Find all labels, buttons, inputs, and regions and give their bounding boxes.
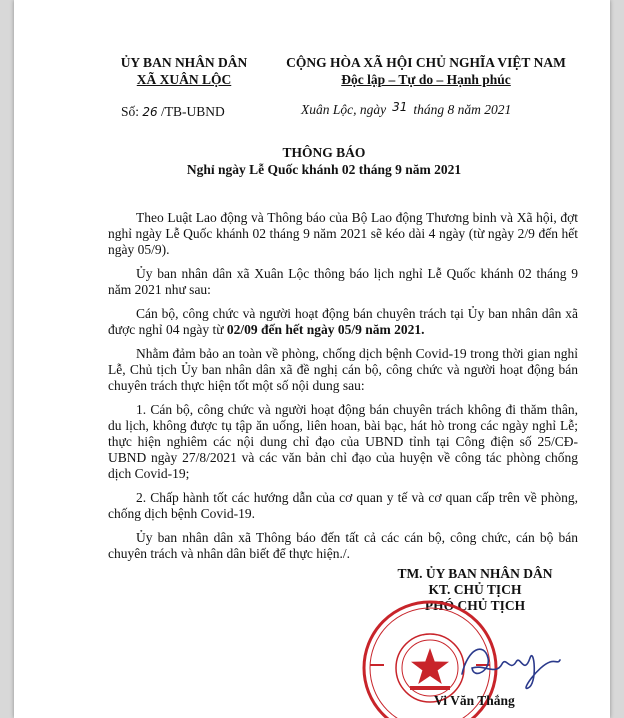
title-subject: Nghỉ ngày Lễ Quốc khánh 02 tháng 9 năm 2021 (186, 162, 462, 177)
document-date (301, 102, 511, 118)
title-type: THÔNG BÁO (282, 145, 366, 160)
document-title (114, 144, 534, 178)
leave-days-text: Cán bộ, công chức và người hoạt động bán chuyên trách tại Ủy ban nhân dân xã được nghỉ 04 ngày từ (108, 306, 578, 337)
signature-authority: TM. ỦY BAN NHÂN DÂN (397, 566, 553, 581)
paragraph-item-2: 2. Chấp hành tốt các hướng dẫn của cơ quan y tế và cơ quan cấp trên về phòng, chống dịch bệnh Covid-19. (108, 490, 578, 521)
paragraph-leave-days (108, 306, 578, 338)
doc-number-value: 26 (142, 105, 158, 119)
handwritten-signature-icon (454, 636, 564, 696)
paragraph-covid-request: Nhằm đảm bảo an toàn về phòng, chống dịch bệnh Covid-19 trong thời gian nghỉ Lễ, Chủ tịch Ủy ban nhân dân xã đề nghị cán bộ, công chức và người hoạt động bán chuyên trách thực hiện tốt một số nội dung sau: (108, 346, 578, 393)
doc-number-prefix: Số: (121, 104, 140, 119)
date-place: Xuân Lộc, ngày (301, 102, 387, 117)
document-body (108, 210, 578, 570)
nation-motto: Độc lập – Tự do – Hạnh phúc (341, 72, 511, 87)
date-day: 31 (392, 100, 408, 114)
nation-name: CỘNG HÒA XÃ HỘI CHỦ NGHĨA VIỆT NAM (286, 55, 566, 70)
signature-position: PHÓ CHỦ TỊCH (424, 598, 526, 613)
doc-number-suffix: /TB-UBND (161, 104, 225, 119)
signer-name: Vi Văn Thắng (434, 693, 515, 708)
document-number (121, 104, 225, 120)
paragraph-item-1: 1. Cán bộ, công chức và người hoạt động bán chuyên trách không đi thăm thân, du lịch, không được tụ tập ăn uống, liên hoan, bài bạc, hát hò trong các ngày nghỉ Lễ; thực hiện nghiêm các nội dung chỉ đạo của UBND tỉnh tại Công điện số 25/CĐ-UBND ngày 27/8/2021 và các văn bản chỉ đạo của huyện về công tác phòng chống dịch Covid-19; (108, 402, 578, 481)
signature-on-behalf: KT. CHỦ TỊCH (428, 582, 522, 597)
org-commune: XÃ XUÂN LỘC (136, 72, 232, 87)
paragraph-closing: Ủy ban nhân dân xã Thông báo đến tất cả các cán bộ, công chức, cán bộ bán chuyên trách và nhân dân biết để thực hiện./. (108, 530, 578, 561)
leave-days-dates: 02/09 đến hết ngày 05/9 năm 2021. (226, 322, 425, 337)
org-name: ỦY BAN NHÂN DÂN (120, 55, 248, 70)
document-page (14, 0, 610, 718)
date-rest: tháng 8 năm 2021 (413, 102, 512, 117)
issuing-organization (114, 54, 254, 88)
paragraph-announcement: Ủy ban nhân dân xã Xuân Lộc thông báo lịch nghỉ Lễ Quốc khánh 02 tháng 9 năm 2021 như sau: (108, 266, 578, 297)
national-header (276, 54, 576, 88)
paragraph-legal-basis: Theo Luật Lao động và Thông báo của Bộ Lao động Thương binh và Xã hội, đợt nghỉ ngày Lễ Quốc khánh 02 tháng 9 năm 2021 sẽ kéo dài 4 ngày (từ ngày 2/9 đến hết ngày 05/9). (108, 210, 578, 257)
